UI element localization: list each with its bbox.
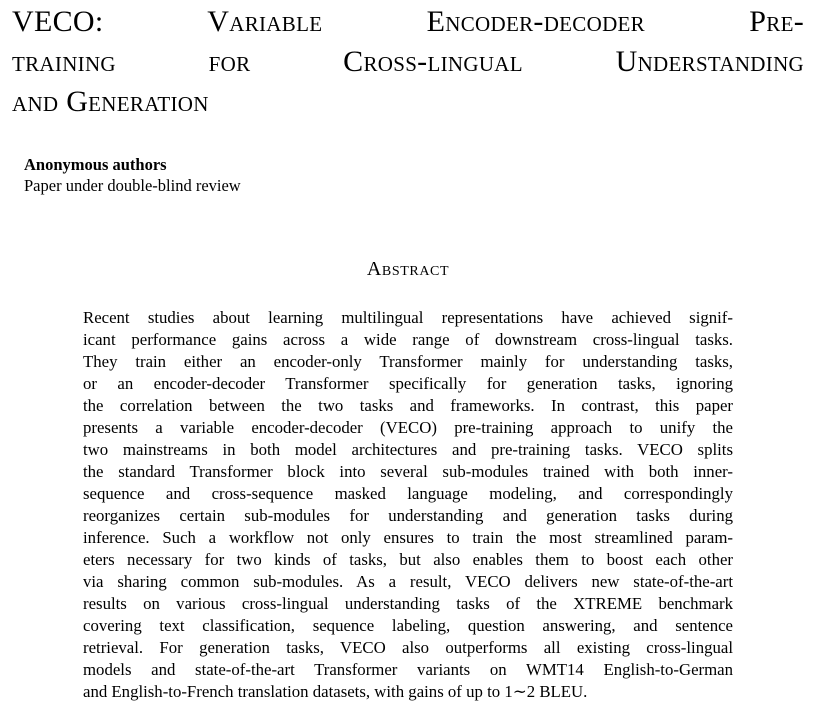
abstract-line: models and state-of-the-art Transformer variants on WMT14 English-to-German <box>83 660 733 679</box>
abstract-line: and English-to-French translation datasets, with gains of up to 1∼2 BLEU. <box>83 682 588 701</box>
abstract-line: presents a variable encoder-decoder (VECO) pre-training approach to unify the <box>83 418 733 437</box>
title-line: and Generation <box>12 85 209 118</box>
review-note: Paper under double-blind review <box>24 176 241 195</box>
abstract-line: sequence and cross-sequence masked language modeling, and correspondingly <box>83 484 733 503</box>
abstract-body <box>83 307 733 703</box>
abstract-line: the standard Transformer block into several sub-modules trained with both inner- <box>83 462 733 481</box>
abstract-line: covering text classification, sequence labeling, question answering, and sentence <box>83 616 733 635</box>
abstract-line: two mainstreams in both model architectures and pre-training tasks. VECO splits <box>83 440 733 459</box>
abstract-line: They train either an encoder-only Transformer mainly for understanding tasks, <box>83 352 733 371</box>
abstract-line: the correlation between the two tasks and frameworks. In contrast, this paper <box>83 396 733 415</box>
abstract-line: retrieval. For generation tasks, VECO also outperforms all existing cross-lingual <box>83 638 733 657</box>
abstract-line: Recent studies about learning multilingual representations have achieved signif- <box>83 308 733 327</box>
author-name: Anonymous authors <box>24 155 167 174</box>
title-line: VECO: Variable Encoder-decoder Pre- <box>12 5 804 38</box>
abstract-line: via sharing common sub-modules. As a result, VECO delivers new state-of-the-art <box>83 572 733 591</box>
author-block <box>24 154 241 196</box>
abstract-line: reorganizes certain sub-modules for understanding and generation tasks during <box>83 506 733 525</box>
abstract-heading: Abstract <box>366 258 450 280</box>
abstract-line: eters necessary for two kinds of tasks, but also enables them to boost each other <box>83 550 733 569</box>
abstract-line: or an encoder-decoder Transformer specifically for generation tasks, ignoring <box>83 374 733 393</box>
abstract-line: icant performance gains across a wide range of downstream cross-lingual tasks. <box>83 330 733 349</box>
title-line: training for Cross-lingual Understanding <box>12 45 804 78</box>
abstract-line: results on various cross-lingual understanding tasks of the XTREME benchmark <box>83 594 733 613</box>
abstract-line: inference. Such a workflow not only ensures to train the most streamlined param- <box>83 528 733 547</box>
paper-title <box>12 2 804 122</box>
